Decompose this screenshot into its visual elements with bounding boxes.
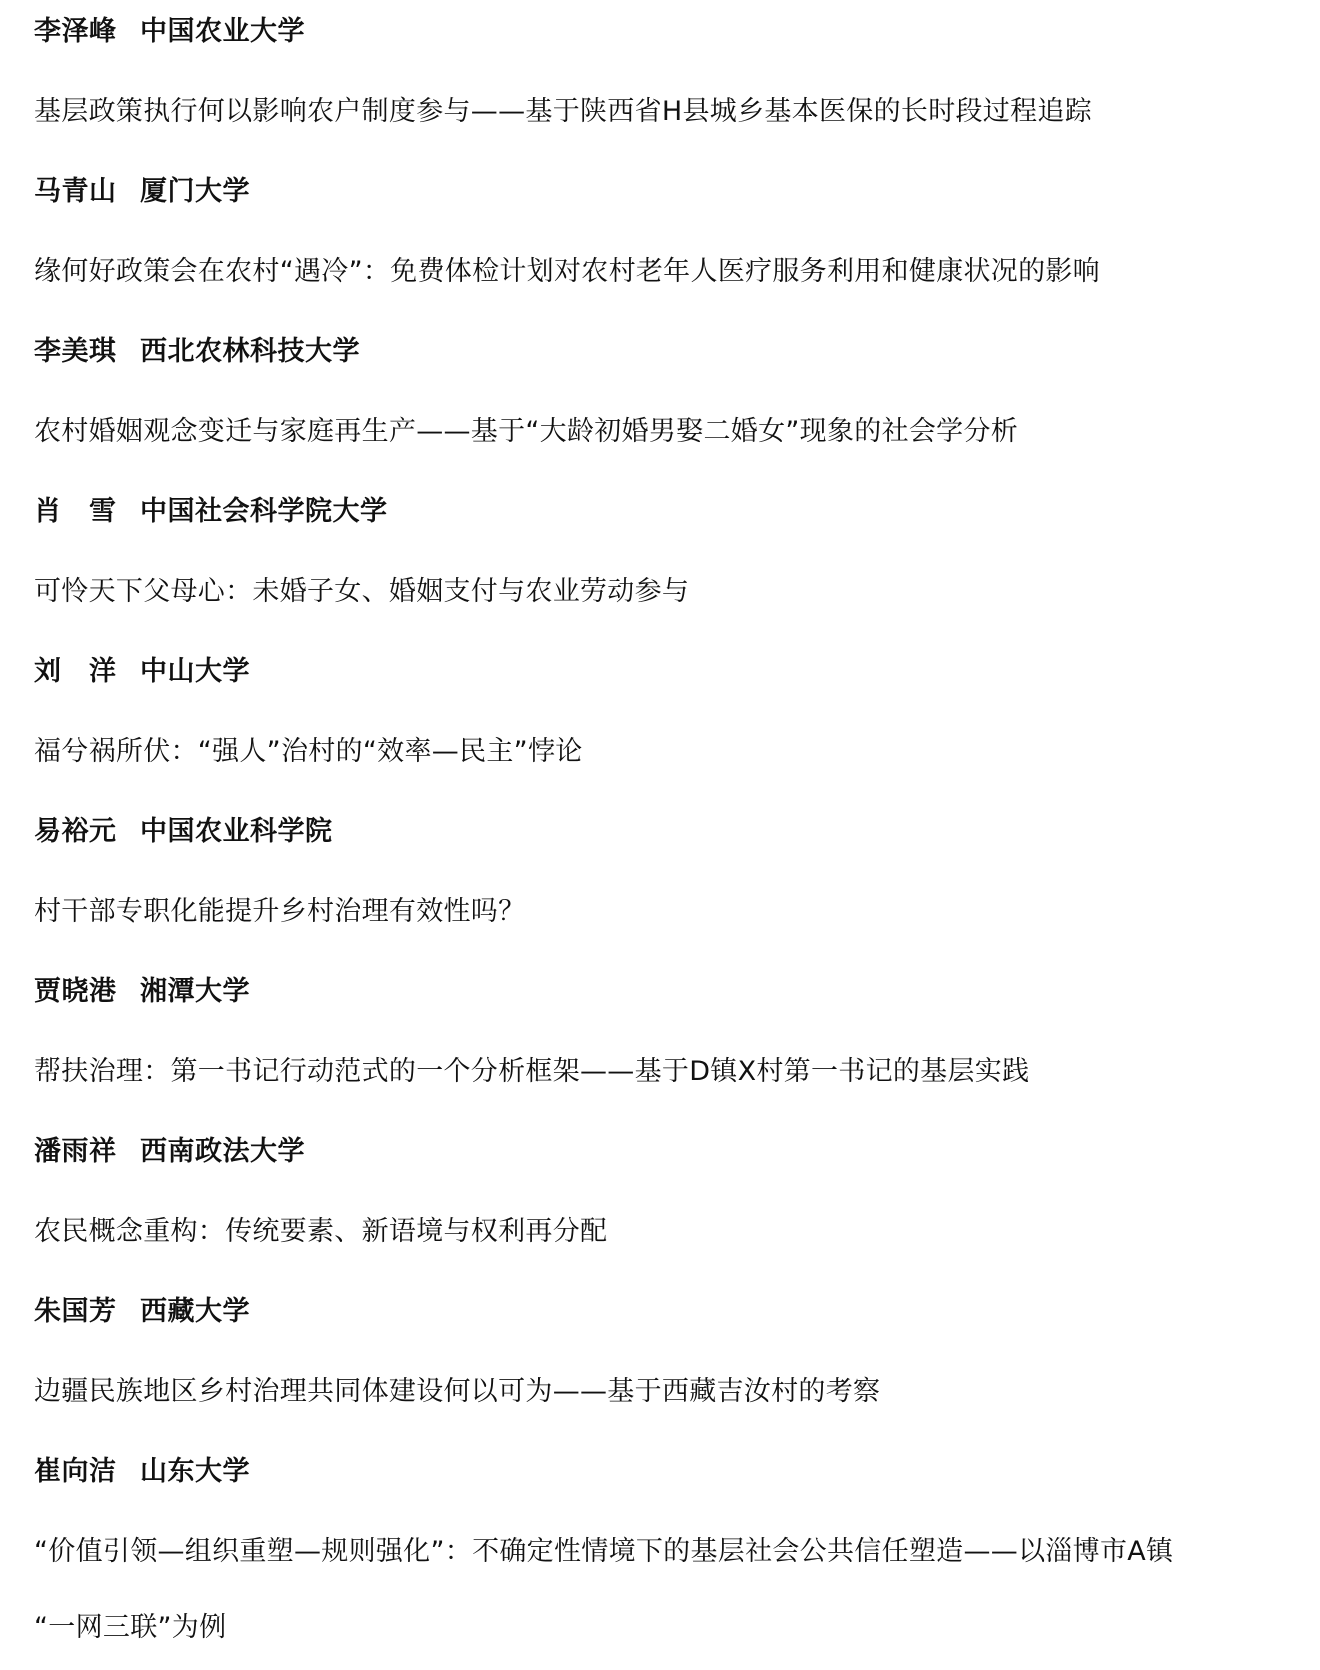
paper-title: 缘何好政策会在农村“遇冷”：免费体检计划对农村老年人医疗服务利用和健康状况的影响 [34,256,1100,287]
paper-title: 可怜天下父母心：未婚子女、婚姻支付与农业劳动参与 [34,576,690,607]
entry-6 [34,816,1260,928]
author-line [34,1136,1260,1168]
author-line [34,176,1260,208]
entry-8 [34,1136,1260,1248]
entry-9 [34,1296,1260,1408]
author-name: 马青山 [34,176,117,207]
paper-title [34,1514,1260,1666]
author-affiliation: 西南政法大学 [140,1136,305,1167]
author-line [34,336,1260,368]
entry-7 [34,976,1260,1088]
entry-10 [34,1456,1260,1666]
author-affiliation: 中山大学 [140,656,250,687]
entry-2 [34,176,1260,288]
author-line [34,816,1260,848]
author-name: 刘 洋 [34,656,117,687]
author-line [34,16,1260,48]
author-line [34,976,1260,1008]
author-affiliation: 山东大学 [140,1456,250,1487]
entry-1 [34,16,1260,128]
author-affiliation: 西藏大学 [140,1296,250,1327]
paper-title: 基层政策执行何以影响农户制度参与——基于陕西省H县城乡基本医保的长时段过程追踪 [34,96,1093,127]
author-name: 李泽峰 [34,16,117,47]
author-name: 贾晓港 [34,976,117,1007]
author-name: 崔向洁 [34,1456,117,1487]
author-line [34,1296,1260,1328]
author-name: 朱国芳 [34,1296,117,1327]
author-affiliation: 西北农林科技大学 [140,336,360,367]
author-line [34,1456,1260,1488]
paper-title: 福兮祸所伏：“强人”治村的“效率—民主”悖论 [34,736,583,767]
author-affiliation: 中国农业科学院 [140,816,333,847]
paper-title-line-1: “价值引领—组织重塑—规则强化”：不确定性情境下的基层社会公共信任塑造——以淄博市A镇 [34,1536,1174,1567]
paper-title: 帮扶治理：第一书记行动范式的一个分析框架——基于D镇X村第一书记的基层实践 [34,1056,1030,1087]
author-affiliation: 中国农业大学 [140,16,305,47]
author-line [34,656,1260,688]
paper-title: 村干部专职化能提升乡村治理有效性吗？ [34,896,526,927]
author-affiliation: 厦门大学 [140,176,250,207]
author-name: 潘雨祥 [34,1136,117,1167]
paper-title: 农村婚姻观念变迁与家庭再生产——基于“大龄初婚男娶二婚女”现象的社会学分析 [34,416,1019,447]
author-name: 李美琪 [34,336,117,367]
author-affiliation: 中国社会科学院大学 [140,496,388,527]
entry-4 [34,496,1260,608]
paper-title: 农民概念重构：传统要素、新语境与权利再分配 [34,1216,608,1247]
paper-title: 边疆民族地区乡村治理共同体建设何以可为——基于西藏吉汝村的考察 [34,1376,881,1407]
author-name: 易裕元 [34,816,117,847]
author-line [34,496,1260,528]
entry-3 [34,336,1260,448]
author-name: 肖 雪 [34,496,117,527]
author-affiliation: 湘潭大学 [140,976,250,1007]
paper-title-line-2: “一网三联”为例 [34,1612,227,1643]
entry-5 [34,656,1260,768]
